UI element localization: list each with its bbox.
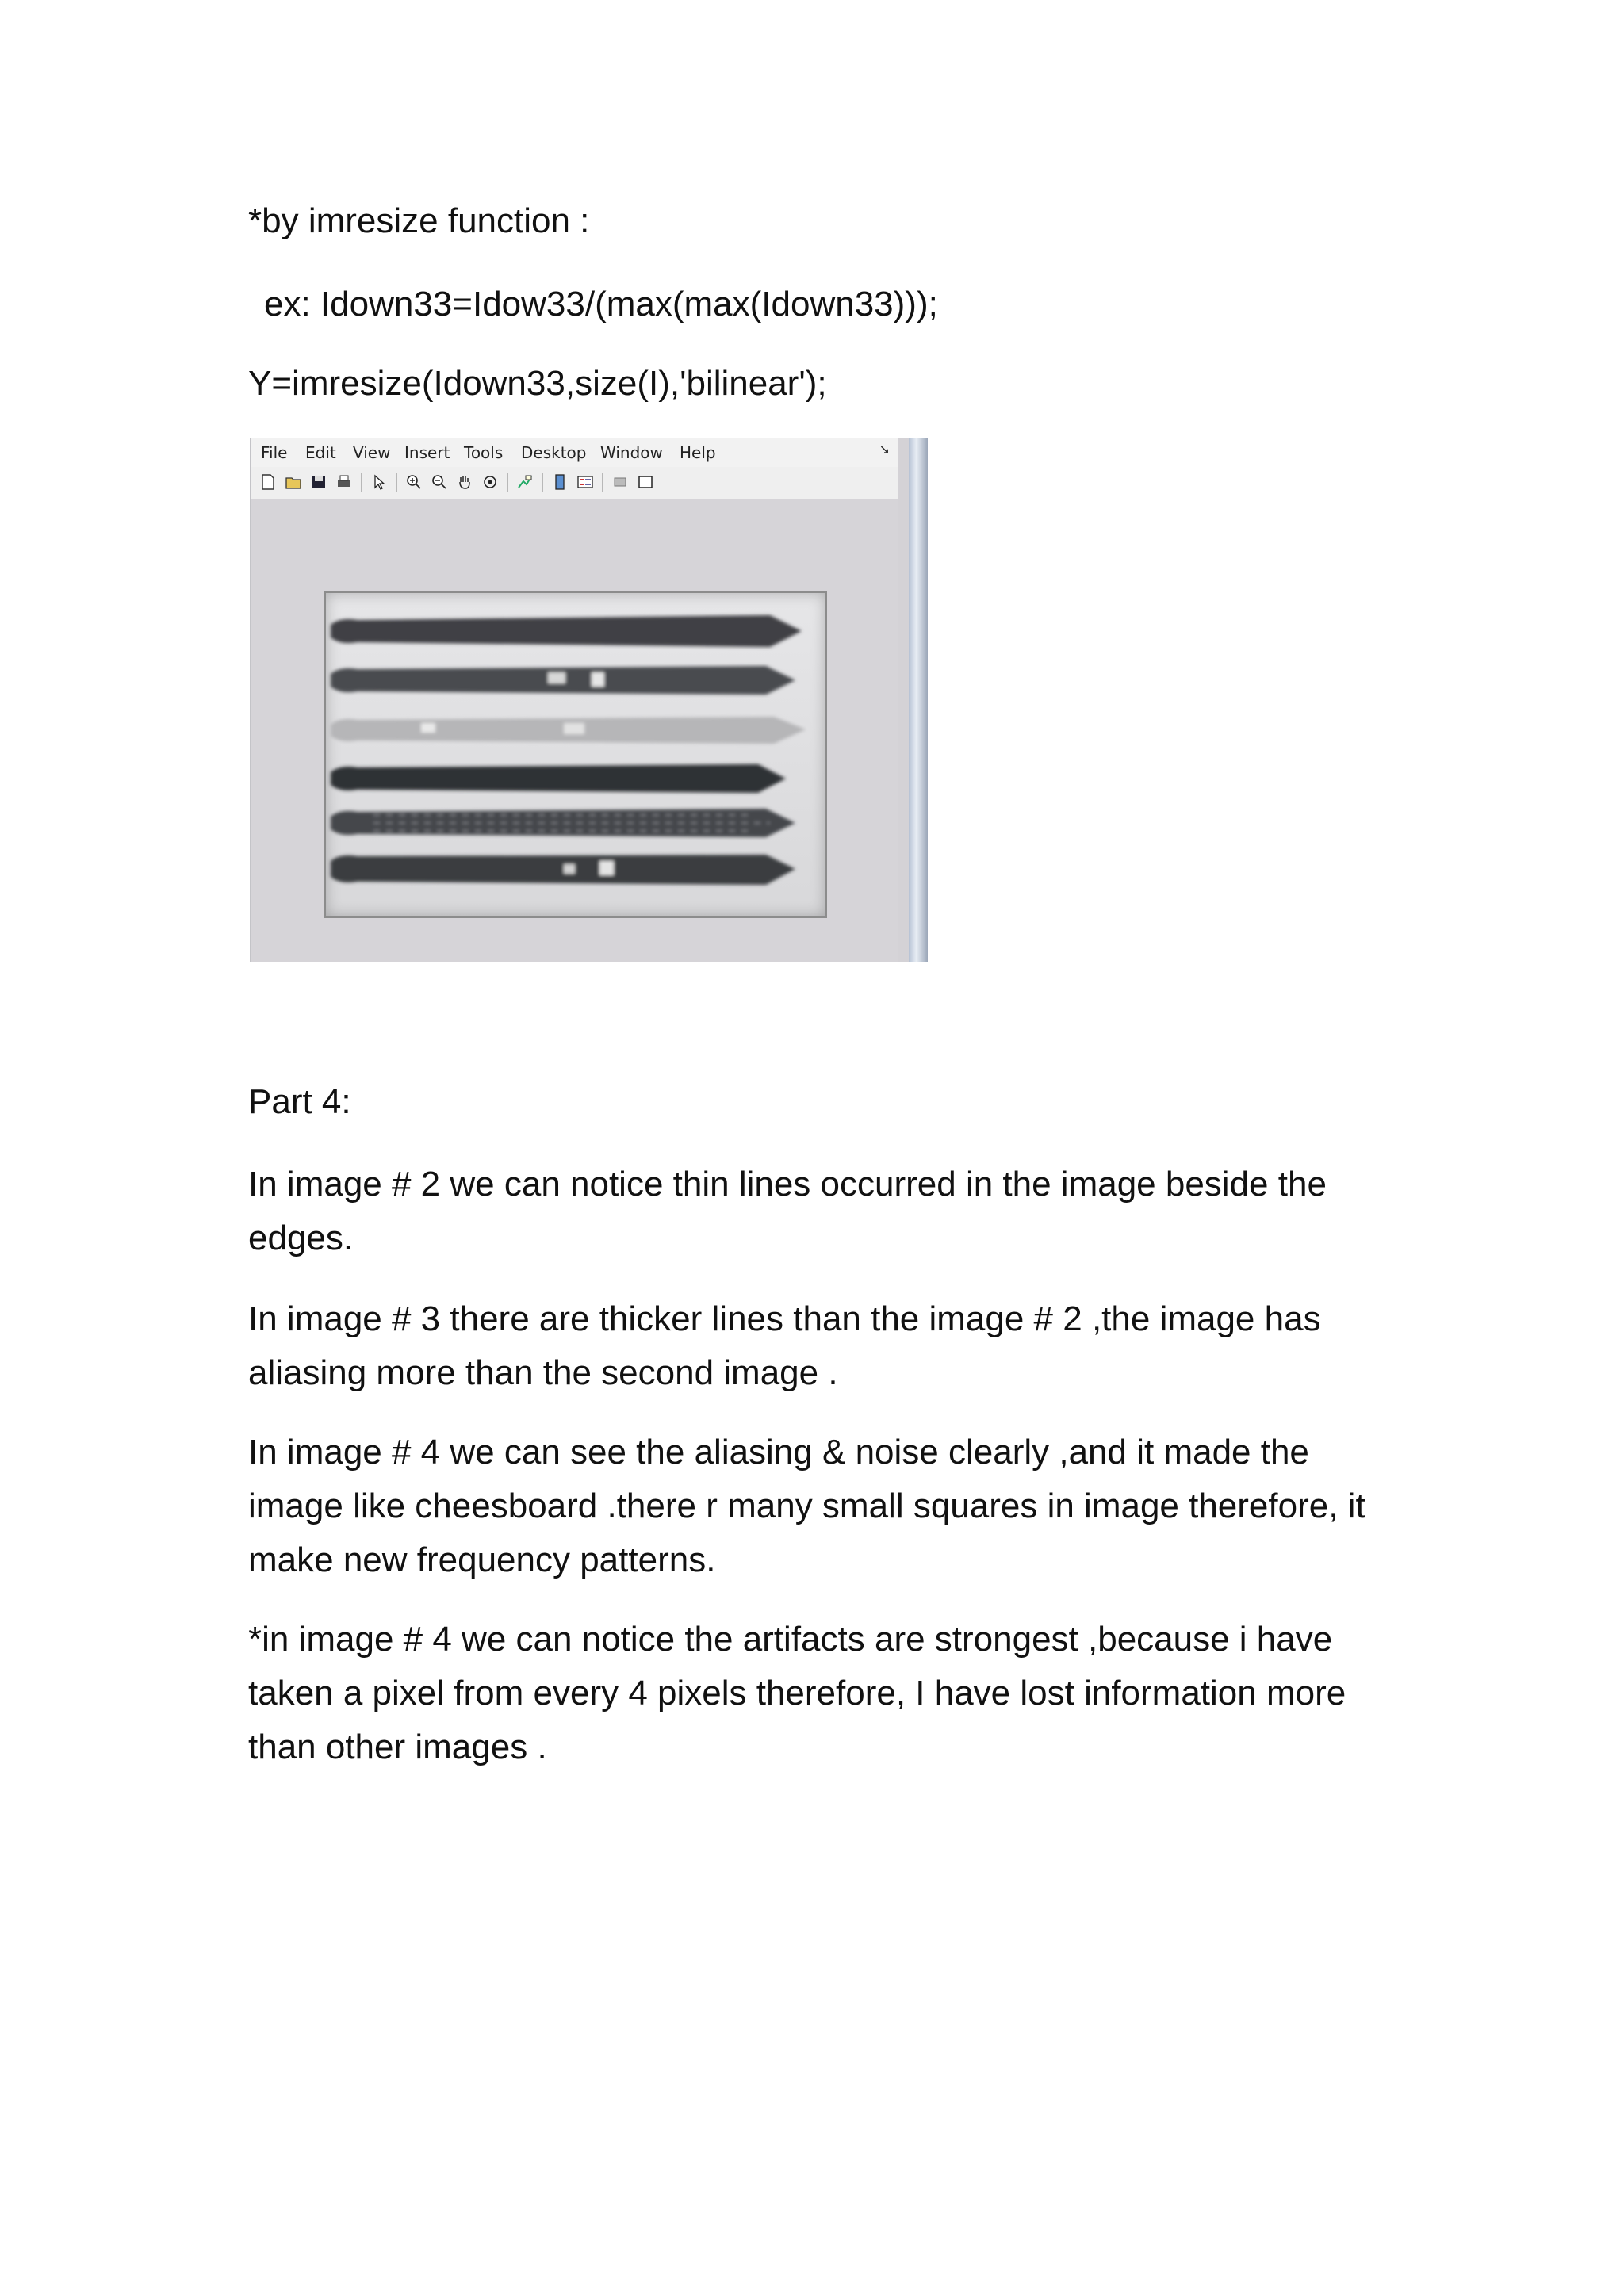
data-cursor-icon[interactable] [516,473,534,491]
legend-icon[interactable] [576,473,594,491]
necktie-6 [331,855,795,885]
menu-window[interactable]: Window [600,443,663,462]
ties-image-axes [324,591,827,918]
imresize-heading: *by imresize function : [248,201,590,240]
menu-file[interactable]: File [261,443,288,462]
menu-desktop[interactable]: Desktop [521,443,587,462]
rotate-3d-icon[interactable] [481,473,499,491]
figure-menubar [251,438,898,467]
code-line-2: Y=imresize(Idown33,size(I),'bilinear'); [248,364,827,403]
pan-hand-icon[interactable] [456,473,473,491]
tie-6-pattern [564,864,575,874]
paragraph-image-2: In image # 2 we can notice thin lines occurred in the image beside the edges. [248,1165,1327,1257]
tie-3-pattern [421,723,435,733]
part-4-title: Part 4: [248,1082,351,1121]
menu-dock-arrow-icon[interactable]: ↘ [879,442,890,457]
tie-3-pattern [564,723,584,734]
figure-window-border [909,438,928,962]
tie-2-pattern [592,672,604,687]
code-line-1: ex: Idown33=Idow33/(max(max(Idown33))); [264,285,938,323]
toolbar-separator [602,473,603,492]
zoom-out-icon[interactable] [431,473,448,491]
show-plot-tools-icon[interactable] [637,473,654,491]
hide-plot-tools-icon[interactable] [611,473,629,491]
toolbar-separator [396,473,397,492]
pointer-arrow-icon[interactable] [370,473,388,491]
menu-edit[interactable]: Edit [305,443,336,462]
matlab-figure-screenshot [250,438,928,962]
tie-2-pattern [548,672,565,683]
menu-tools[interactable]: Tools [464,443,504,462]
menu-help[interactable]: Help [680,443,716,462]
menu-insert[interactable]: Insert [404,443,450,462]
necktie-4 [331,764,786,793]
open-folder-icon[interactable] [285,473,302,491]
figure-window-body [250,438,898,962]
ties-image [326,593,825,916]
paragraph-image-4: In image # 4 we can see the aliasing & noise clearly ,and it made the image like cheesboard .there r many small squares in image therefore, it make new frequency patterns. [248,1433,1365,1579]
save-icon[interactable] [310,473,327,491]
tie-6-pattern [599,861,614,875]
print-icon[interactable] [335,473,353,491]
necktie-1 [331,615,802,647]
paragraph-image-3: In image # 3 there are thicker lines than the image # 2 ,the image has aliasing more than the second image . [248,1299,1321,1392]
zoom-in-icon[interactable] [405,473,423,491]
toolbar-separator [507,473,508,492]
menu-view[interactable]: View [353,443,391,462]
colorbar-icon[interactable] [551,473,569,491]
toolbar-separator [542,473,543,492]
figure-toolbar [251,467,898,499]
new-file-icon[interactable] [259,473,277,491]
toolbar-separator [361,473,362,492]
paragraph-artifacts: *in image # 4 we can notice the artifacts are strongest ,because i have taken a pixel from every 4 pixels therefore, I have lost information more than other images . [248,1620,1346,1766]
